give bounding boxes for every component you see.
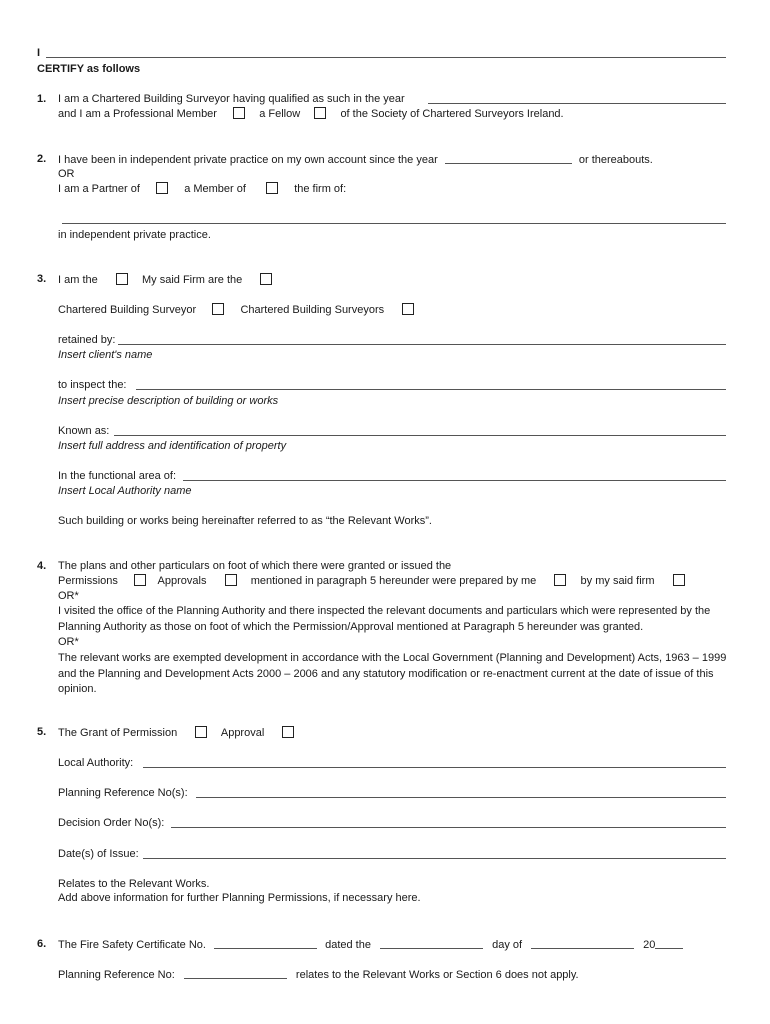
dated-field[interactable] xyxy=(380,938,483,949)
my-firm-checkbox[interactable] xyxy=(260,273,272,285)
relevant-works-text: Such building or works being hereinafter referred to as “the Relevant Works”. xyxy=(58,515,432,527)
building-description-field[interactable] xyxy=(136,389,726,390)
my-firm-label: My said Firm are the xyxy=(142,274,243,286)
s6-planning-ref-label: Planning Reference No: xyxy=(58,969,175,981)
cbs-plural-checkbox[interactable] xyxy=(402,303,414,315)
retained-by-label: retained by: xyxy=(58,334,116,346)
fire-cert-number-field[interactable] xyxy=(214,938,317,949)
inspect-label: to inspect the: xyxy=(58,379,127,391)
independent-practice-text: in independent private practice. xyxy=(58,229,211,241)
exempted-development-text: The relevant works are exempted development in accordance with the Local Government (Planning and Development) Acts, 1963 – 1999 and the Planning and Development Acts 2000 – 2006 and any statutory modification or re-enactment current at the date of issue of this opinion. xyxy=(58,652,727,695)
s6-fire-row xyxy=(58,938,683,952)
i-am-the-label: I am the xyxy=(58,274,98,286)
practice-year-field[interactable] xyxy=(445,153,572,164)
section-4-number: 4. xyxy=(37,560,47,572)
day-of-label: day of xyxy=(492,939,523,951)
property-address-field[interactable] xyxy=(114,435,726,436)
professional-member-checkbox[interactable] xyxy=(233,107,245,119)
planning-ref-label: Planning Reference No(s): xyxy=(58,787,188,799)
practice-since-label: I have been in independent private practice on my own account since the year xyxy=(58,154,438,166)
by-my-firm-checkbox[interactable] xyxy=(673,574,685,586)
section-2-number: 2. xyxy=(37,153,47,165)
month-field[interactable] xyxy=(531,938,634,949)
approvals-label: Approvals xyxy=(157,575,207,587)
prepared-by-me-checkbox[interactable] xyxy=(554,574,566,586)
approvals-checkbox[interactable] xyxy=(225,574,237,586)
s4-permissions-row xyxy=(58,574,685,588)
local-authority-label: Local Authority: xyxy=(58,757,134,769)
approval-label: Approval xyxy=(220,727,265,739)
s2-or: OR xyxy=(58,168,75,180)
grant-of-permission-label: The Grant of Permission xyxy=(58,727,178,739)
permissions-checkbox[interactable] xyxy=(134,574,146,586)
section-3-number: 3. xyxy=(37,273,47,285)
section-5-number: 5. xyxy=(37,726,47,738)
s1-membership-row xyxy=(58,107,564,121)
s4-plans-text: The plans and other particulars on foot of which there were granted or issued the xyxy=(58,560,452,572)
decision-order-label: Decision Order No(s): xyxy=(58,817,165,829)
local-authority-field[interactable] xyxy=(143,767,726,768)
section-6-number: 6. xyxy=(37,938,47,950)
fire-cert-label: The Fire Safety Certificate No. xyxy=(58,939,206,951)
decision-order-field[interactable] xyxy=(171,827,726,828)
client-name-field[interactable] xyxy=(118,344,726,345)
building-description-hint: Insert precise description of building or works xyxy=(58,395,279,407)
cbs-single-label: Chartered Building Surveyor xyxy=(58,304,197,316)
s6-planning-ref-field[interactable] xyxy=(184,968,287,979)
partner-checkbox[interactable] xyxy=(156,182,168,194)
add-above-text: Add above information for further Planning Permissions, if necessary here. xyxy=(58,892,421,904)
s4-or-2: OR* xyxy=(58,636,79,648)
client-name-hint: Insert client's name xyxy=(58,349,153,361)
certify-heading: CERTIFY as follows xyxy=(37,63,141,75)
approval-checkbox[interactable] xyxy=(282,726,294,738)
by-my-firm-label: by my said firm xyxy=(580,575,655,587)
s3-surveyor-row xyxy=(58,303,414,317)
s4-or-1: OR* xyxy=(58,590,79,602)
prepared-by-me-label: mentioned in paragraph 5 hereunder were prepared by me xyxy=(250,575,537,587)
property-address-hint: Insert full address and identification of property xyxy=(58,440,287,452)
planning-ref-field[interactable] xyxy=(196,797,726,798)
certifier-label: I xyxy=(37,47,41,59)
cbs-single-checkbox[interactable] xyxy=(212,303,224,315)
s2-practice-row xyxy=(58,153,653,167)
fellow-label: a Fellow xyxy=(259,108,301,120)
i-am-the-checkbox[interactable] xyxy=(116,273,128,285)
firm-name-field[interactable] xyxy=(62,223,726,224)
s2-partner-row xyxy=(58,182,346,196)
permissions-label: Permissions xyxy=(58,575,118,587)
fellow-checkbox[interactable] xyxy=(314,107,326,119)
dates-of-issue-field[interactable] xyxy=(143,858,726,859)
firm-of-label: the firm of: xyxy=(294,183,347,195)
certifier-name-field[interactable] xyxy=(46,57,726,58)
local-authority-hint: Insert Local Authority name xyxy=(58,485,192,497)
functional-area-label: In the functional area of: xyxy=(58,470,177,482)
year-prefix-label: 20 xyxy=(643,939,656,951)
society-label: of the Society of Chartered Surveyors Ireland. xyxy=(340,108,564,120)
member-checkbox[interactable] xyxy=(266,182,278,194)
local-authority-name-field[interactable] xyxy=(183,480,726,481)
dates-of-issue-label: Date(s) of Issue: xyxy=(58,848,139,860)
s6-relates-label: relates to the Relevant Works or Section 6 does not apply. xyxy=(295,969,579,981)
dated-label: dated the xyxy=(325,939,371,951)
s1-qualified-text: I am a Chartered Building Surveyor having qualified as such in the year xyxy=(58,93,405,105)
qualified-year-field[interactable] xyxy=(428,103,726,104)
known-as-label: Known as: xyxy=(58,425,110,437)
visited-office-text: I visited the office of the Planning Authority and there inspected the relevant documents and particulars which were represented by the Planning Authority as those on foot of which the Permission/Approval mentioned at Paragraph 5 hereunder was granted. xyxy=(58,605,711,633)
s3-role-row xyxy=(58,273,272,287)
cbs-plural-label: Chartered Building Surveyors xyxy=(240,304,385,316)
professional-member-label: and I am a Professional Member xyxy=(58,108,217,120)
s6-planning-row xyxy=(58,968,579,982)
member-label: a Member of xyxy=(184,183,246,195)
relates-text: Relates to the Relevant Works. xyxy=(58,878,210,890)
thereabouts-label: or thereabouts. xyxy=(578,154,653,166)
grant-of-permission-checkbox[interactable] xyxy=(195,726,207,738)
year-field[interactable] xyxy=(655,938,683,949)
section-1-number: 1. xyxy=(37,93,47,105)
partner-label: I am a Partner of xyxy=(58,183,140,195)
s5-grant-row xyxy=(58,726,294,740)
